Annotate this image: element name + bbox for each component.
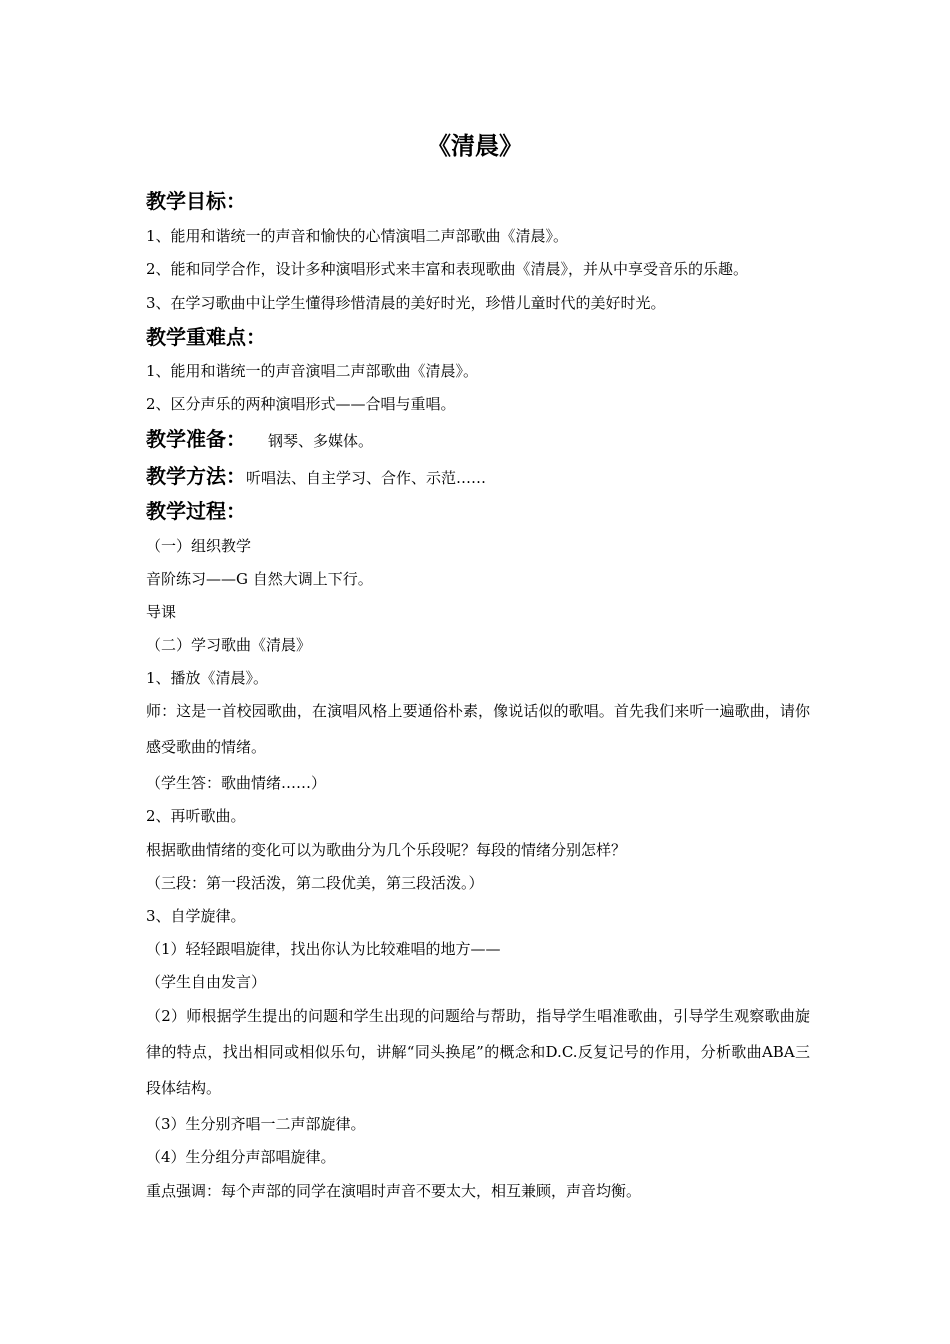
process-line: 3、自学旋律。 bbox=[146, 907, 246, 925]
process-line: （学生答：歌曲情绪……） bbox=[146, 774, 327, 792]
process-line: （三段：第一段活泼，第二段优美，第三段活泼。） bbox=[146, 874, 484, 892]
process-paragraph: 师：这是一首校园歌曲，在演唱风格上要通俗朴素，像说话似的歌唱。首先我们来听一遍歌曲，请你感受歌曲的情绪。 bbox=[146, 702, 810, 756]
method-value: 听唱法、自主学习、合作、示范…… bbox=[246, 469, 487, 487]
goal-item: 3、在学习歌曲中让学生懂得珍惜清晨的美好时光，珍惜儿童时代的美好时光。 bbox=[146, 294, 666, 312]
key-point-item: 2、区分声乐的两种演唱形式——合唱与重唱。 bbox=[146, 395, 456, 413]
method-row bbox=[146, 461, 486, 493]
preparation-value: 钢琴、多媒体。 bbox=[268, 432, 374, 450]
process-line: 1、播放《清晨》。 bbox=[146, 669, 269, 687]
goal-item: 1、能用和谐统一的声音和愉快的心情演唱二声部歌曲《清晨》。 bbox=[146, 227, 569, 245]
preparation-row bbox=[146, 424, 373, 456]
document-title: 《清晨》 bbox=[427, 132, 523, 160]
process-line: 2、再听歌曲。 bbox=[146, 807, 246, 825]
process-line: 导课 bbox=[146, 603, 177, 621]
method-heading: 教学方法： bbox=[146, 464, 246, 488]
preparation-heading: 教学准备： bbox=[146, 427, 246, 451]
key-point-item: 1、能用和谐统一的声音演唱二声部歌曲《清晨》。 bbox=[146, 362, 479, 380]
process-line: （3）生分别齐唱一二声部旋律。 bbox=[146, 1115, 366, 1133]
process-line: （学生自由发言） bbox=[146, 973, 267, 991]
process-line: 根据歌曲情绪的变化可以为歌曲分为几个乐段呢？每段的情绪分别怎样？ bbox=[146, 841, 627, 859]
process-line: 音阶练习——G 自然大调上下行。 bbox=[146, 570, 373, 588]
process-line: （一）组织教学 bbox=[146, 537, 252, 555]
process-line: （4）生分组分声部唱旋律。 bbox=[146, 1148, 336, 1166]
goal-item: 2、能和同学合作，设计多种演唱形式来丰富和表现歌曲《清晨》，并从中享受音乐的乐趣。 bbox=[146, 260, 749, 278]
process-line: （二）学习歌曲《清晨》 bbox=[146, 636, 312, 654]
process-line: （1）轻轻跟唱旋律，找出你认为比较难唱的地方—— bbox=[146, 940, 501, 958]
goals-heading: 教学目标： bbox=[146, 189, 246, 213]
process-heading: 教学过程： bbox=[146, 499, 246, 523]
process-paragraph: （2）师根据学生提出的问题和学生出现的问题给与帮助，指导学生唱准歌曲，引导学生观察歌曲旋律的特点，找出相同或相似乐句，讲解“同头换尾”的概念和D.C.反复记号的作用，分析歌曲ABA三段体结构。 bbox=[146, 1007, 810, 1097]
process-line: 重点强调：每个声部的同学在演唱时声音不要太大，相互兼顾，声音均衡。 bbox=[146, 1182, 642, 1200]
key-points-heading: 教学重难点： bbox=[146, 325, 266, 349]
